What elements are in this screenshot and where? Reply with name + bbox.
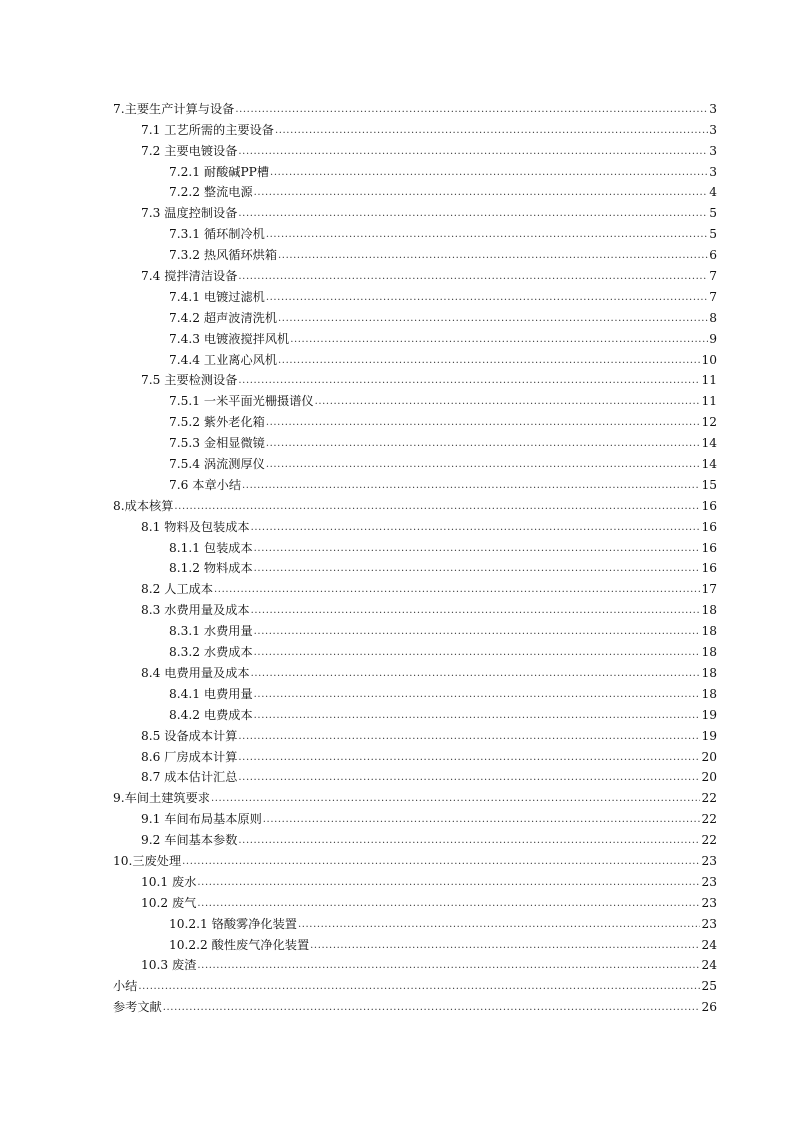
toc-entry-title: 7.3 温度控制设备 xyxy=(141,206,238,221)
toc-entry-title: 8.2 人工成本 xyxy=(141,582,214,597)
toc-entry[interactable] xyxy=(113,513,717,534)
toc-entry[interactable] xyxy=(113,262,717,283)
toc-entry[interactable] xyxy=(113,283,717,304)
toc-entry-title: 8.4.2 电费成本 xyxy=(169,707,253,722)
toc-entry-page-number: 20 xyxy=(701,770,717,785)
toc-entry[interactable] xyxy=(113,241,717,262)
toc-entry-title: 7.1 工艺所需的主要设备 xyxy=(141,122,274,137)
toc-entry[interactable] xyxy=(113,784,717,805)
toc-entry-page-number: 22 xyxy=(701,812,717,827)
toc-entry-page-number: 18 xyxy=(701,624,717,639)
toc-entry-title: 参考文献 xyxy=(113,1000,162,1015)
toc-entry-title: 9.2 车间基本参数 xyxy=(141,833,238,848)
toc-entry-page-number: 4 xyxy=(709,185,717,200)
toc-dot-leader xyxy=(254,710,701,722)
toc-entry-page-number: 14 xyxy=(701,457,717,472)
toc-entry-title: 7.5.2 紫外老化箱 xyxy=(169,415,265,430)
toc-entry-page-number: 18 xyxy=(701,665,717,680)
toc-entry-title: 7.5.1 一米平面光栅摄谱仪 xyxy=(169,394,314,409)
toc-entry-title: 7.5.3 金相显微镜 xyxy=(169,436,265,451)
toc-entry[interactable] xyxy=(113,534,717,555)
toc-dot-leader xyxy=(211,793,701,805)
toc-dot-leader xyxy=(290,334,708,346)
toc-entry-page-number: 23 xyxy=(701,874,717,889)
toc-entry-page-number: 23 xyxy=(701,853,717,868)
toc-entry[interactable] xyxy=(113,617,717,638)
toc-dot-leader xyxy=(238,752,700,764)
toc-dot-leader xyxy=(238,835,700,847)
toc-entry-page-number: 25 xyxy=(701,979,717,994)
toc-entry-page-number: 18 xyxy=(701,686,717,701)
toc-entry-page-number: 11 xyxy=(701,394,717,409)
toc-dot-leader xyxy=(278,355,700,367)
toc-entry-page-number: 12 xyxy=(701,415,717,430)
toc-entry-page-number: 10 xyxy=(701,352,717,367)
toc-dot-leader xyxy=(238,146,708,158)
toc-entry-title: 8.1.1 包装成本 xyxy=(169,540,253,555)
toc-entry-page-number: 24 xyxy=(701,958,717,973)
toc-entry-page-number: 9 xyxy=(709,331,717,346)
toc-entry-title: 7.2.1 耐酸碱PP槽 xyxy=(169,164,270,179)
toc-entry-page-number: 3 xyxy=(709,122,717,137)
toc-dot-leader xyxy=(278,250,708,262)
toc-entry[interactable] xyxy=(113,95,717,116)
toc-entry[interactable] xyxy=(113,325,717,346)
toc-entry[interactable] xyxy=(113,346,717,367)
toc-entry-title: 7.3.1 循环制冷机 xyxy=(169,227,265,242)
toc-dot-leader xyxy=(266,438,701,450)
toc-entry-title: 10.2.2 酸性废气净化装置 xyxy=(169,937,310,952)
toc-entry-page-number: 3 xyxy=(709,143,717,158)
toc-entry[interactable] xyxy=(113,471,717,492)
toc-entry-title: 9.1 车间布局基本原则 xyxy=(141,812,262,827)
toc-entry-page-number: 19 xyxy=(701,707,717,722)
toc-entry-title: 8.3.2 水费成本 xyxy=(169,645,253,660)
toc-entry[interactable] xyxy=(113,596,717,617)
toc-entry-title: 10.三废处理 xyxy=(113,853,182,868)
toc-dot-leader xyxy=(251,605,701,617)
toc-entry-page-number: 22 xyxy=(701,833,717,848)
toc-entry[interactable] xyxy=(113,116,717,137)
toc-entry-title: 8.1.2 物料成本 xyxy=(169,561,253,576)
toc-dot-leader xyxy=(254,689,701,701)
toc-entry[interactable] xyxy=(113,805,717,826)
toc-entry-title: 8.1 物料及包装成本 xyxy=(141,519,250,534)
toc-entry-page-number: 11 xyxy=(701,373,717,388)
toc-dot-leader xyxy=(238,271,708,283)
toc-entry[interactable] xyxy=(113,847,717,868)
toc-dot-leader xyxy=(263,814,701,826)
toc-entry-page-number: 20 xyxy=(701,749,717,764)
toc-dot-leader xyxy=(238,375,700,387)
toc-entry-title: 8.5 设备成本计算 xyxy=(141,728,238,743)
toc-entry-page-number: 24 xyxy=(701,937,717,952)
toc-dot-leader xyxy=(266,417,701,429)
toc-entry[interactable] xyxy=(113,764,717,785)
table-of-contents xyxy=(113,95,717,1014)
toc-entry-page-number: 7 xyxy=(709,289,717,304)
toc-entry[interactable] xyxy=(113,889,717,910)
toc-entry-page-number: 5 xyxy=(709,227,717,242)
toc-entry[interactable] xyxy=(113,722,717,743)
toc-dot-leader xyxy=(138,981,700,993)
toc-dot-leader xyxy=(251,668,701,680)
toc-entry-title: 7.主要生产计算与设备 xyxy=(113,101,235,116)
toc-entry-page-number: 8 xyxy=(709,310,717,325)
toc-entry-page-number: 3 xyxy=(709,164,717,179)
toc-entry-page-number: 22 xyxy=(701,791,717,806)
toc-entry[interactable] xyxy=(113,492,717,513)
toc-entry[interactable] xyxy=(113,931,717,952)
toc-entry[interactable] xyxy=(113,179,717,200)
toc-entry[interactable] xyxy=(113,638,717,659)
toc-dot-leader xyxy=(270,167,708,179)
toc-entry-title: 10.1 废水 xyxy=(141,874,197,889)
toc-entry-title: 7.4.1 电镀过滤机 xyxy=(169,289,265,304)
toc-entry-title: 7.2.2 整流电源 xyxy=(169,185,253,200)
toc-entry-title: 7.2 主要电镀设备 xyxy=(141,143,238,158)
toc-entry-title: 7.4.2 超声波清洗机 xyxy=(169,310,278,325)
toc-dot-leader xyxy=(310,940,700,952)
toc-entry-page-number: 5 xyxy=(709,206,717,221)
toc-entry-title: 10.2 废气 xyxy=(141,895,197,910)
toc-entry-page-number: 16 xyxy=(701,519,717,534)
toc-entry-title: 7.4.4 工业离心风机 xyxy=(169,352,278,367)
toc-entry[interactable] xyxy=(113,304,717,325)
toc-entry[interactable] xyxy=(113,220,717,241)
toc-entry-title: 8.成本核算 xyxy=(113,498,174,513)
toc-dot-leader xyxy=(266,459,701,471)
toc-dot-leader xyxy=(197,898,700,910)
toc-entry-page-number: 19 xyxy=(701,728,717,743)
toc-entry[interactable] xyxy=(113,701,717,722)
toc-dot-leader xyxy=(254,563,701,575)
toc-entry-title: 小结 xyxy=(113,979,138,994)
toc-dot-leader xyxy=(238,772,700,784)
toc-entry-title: 10.2.1 铬酸雾净化装置 xyxy=(169,916,297,931)
toc-entry[interactable] xyxy=(113,868,717,889)
toc-dot-leader xyxy=(254,626,701,638)
toc-dot-leader xyxy=(214,584,700,596)
toc-entry-page-number: 16 xyxy=(701,561,717,576)
toc-entry-title: 8.4 电费用量及成本 xyxy=(141,665,250,680)
toc-entry[interactable] xyxy=(113,743,717,764)
toc-entry[interactable] xyxy=(113,910,717,931)
toc-entry[interactable] xyxy=(113,387,717,408)
toc-entry-page-number: 18 xyxy=(701,645,717,660)
toc-entry-title: 9.车间土建筑要求 xyxy=(113,791,210,806)
toc-dot-leader xyxy=(278,313,708,325)
toc-entry[interactable] xyxy=(113,575,717,596)
toc-entry-title: 7.4.3 电镀液搅拌风机 xyxy=(169,331,290,346)
toc-dot-leader xyxy=(235,104,708,116)
toc-entry[interactable] xyxy=(113,972,717,993)
toc-entry-page-number: 17 xyxy=(701,582,717,597)
toc-entry-title: 8.6 厂房成本计算 xyxy=(141,749,238,764)
toc-entry-title: 7.3.2 热风循环烘箱 xyxy=(169,248,278,263)
toc-dot-leader xyxy=(182,856,700,868)
toc-entry[interactable] xyxy=(113,659,717,680)
toc-entry-page-number: 23 xyxy=(701,916,717,931)
toc-dot-leader xyxy=(238,208,708,220)
toc-dot-leader xyxy=(315,396,701,408)
toc-dot-leader xyxy=(174,501,700,513)
toc-entry-page-number: 3 xyxy=(709,101,717,116)
toc-entry[interactable] xyxy=(113,158,717,179)
toc-entry[interactable] xyxy=(113,199,717,220)
toc-dot-leader xyxy=(254,647,701,659)
toc-entry-page-number: 16 xyxy=(701,498,717,513)
toc-entry-title: 7.6 本章小结 xyxy=(169,477,242,492)
toc-entry[interactable] xyxy=(113,450,717,471)
toc-entry-title: 8.7 成本估计汇总 xyxy=(141,770,238,785)
toc-dot-leader xyxy=(251,522,701,534)
toc-entry-title: 7.5.4 涡流测厚仪 xyxy=(169,457,265,472)
toc-dot-leader xyxy=(298,919,701,931)
toc-entry-title: 8.3 水费用量及成本 xyxy=(141,603,250,618)
toc-entry-title: 10.3 废渣 xyxy=(141,958,197,973)
toc-entry-title: 7.4 搅拌清洁设备 xyxy=(141,269,238,284)
toc-dot-leader xyxy=(163,1002,701,1014)
toc-entry[interactable] xyxy=(113,826,717,847)
toc-entry[interactable] xyxy=(113,952,717,973)
toc-entry[interactable] xyxy=(113,429,717,450)
toc-entry-page-number: 14 xyxy=(701,436,717,451)
toc-entry-title: 8.4.1 电费用量 xyxy=(169,686,253,701)
toc-dot-leader xyxy=(266,292,708,304)
toc-entry[interactable] xyxy=(113,137,717,158)
toc-entry-title: 8.3.1 水费用量 xyxy=(169,624,253,639)
toc-dot-leader xyxy=(266,229,708,241)
toc-entry[interactable] xyxy=(113,408,717,429)
toc-entry-page-number: 6 xyxy=(709,248,717,263)
toc-entry-page-number: 23 xyxy=(701,895,717,910)
toc-dot-leader xyxy=(254,187,709,199)
toc-dot-leader xyxy=(254,543,701,555)
toc-entry-page-number: 26 xyxy=(701,1000,717,1015)
toc-dot-leader xyxy=(238,731,700,743)
toc-entry-page-number: 15 xyxy=(701,477,717,492)
toc-entry[interactable] xyxy=(113,367,717,388)
toc-dot-leader xyxy=(242,480,700,492)
toc-dot-leader xyxy=(197,877,700,889)
toc-dot-leader xyxy=(197,960,700,972)
toc-entry-page-number: 16 xyxy=(701,540,717,555)
toc-dot-leader xyxy=(275,125,708,137)
toc-entry[interactable] xyxy=(113,555,717,576)
toc-entry[interactable] xyxy=(113,993,717,1014)
toc-entry-title: 7.5 主要检测设备 xyxy=(141,373,238,388)
toc-entry-page-number: 18 xyxy=(701,603,717,618)
toc-entry[interactable] xyxy=(113,680,717,701)
toc-entry-page-number: 7 xyxy=(709,269,717,284)
